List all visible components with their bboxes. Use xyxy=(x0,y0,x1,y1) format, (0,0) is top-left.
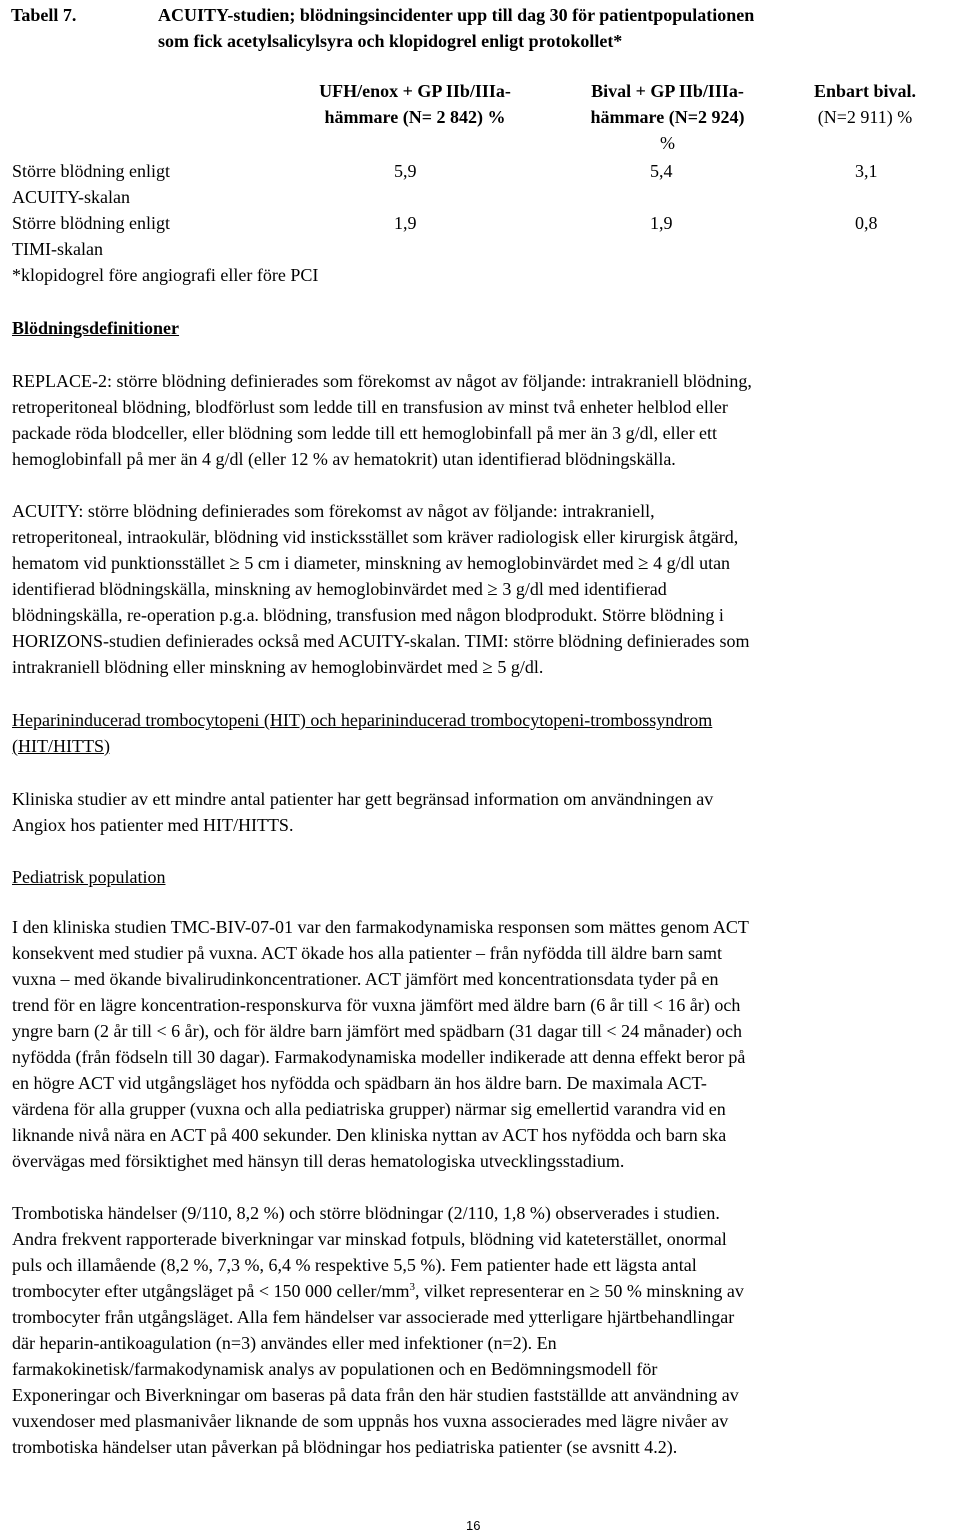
text-fragment: trombocyter efter utgångsläget på < 150 000 celler/mm xyxy=(12,1281,410,1301)
row-label-line1: Större blödning enligt xyxy=(12,213,170,233)
col3-header-line1: Enbart bival. xyxy=(813,81,917,101)
paragraph-line: trombocyter från utgångsläget. Alla fem händelser var associerade med ytterligare hjärtbehandlingar xyxy=(12,1307,735,1327)
paragraph-line: Exponeringar och Biverkningar om baseras på data från den här studien fastställde att användning av xyxy=(12,1385,739,1405)
paragraph-line: vuxna – med ökande bivalirudinkoncentrationer. ACT jämfört med koncentrationsdata tyder på en xyxy=(12,969,719,989)
col2-header-line2: hämmare (N=2 924) xyxy=(590,107,745,127)
col1-header-line2: hämmare (N= 2 842) % xyxy=(324,107,506,127)
col1-header-line1: UFH/enox + GP IIb/IIIa- xyxy=(319,81,511,101)
paragraph-line: liknande nivå nära en ACT på 400 sekunder. Den kliniska nyttan av ACT hos nyfödda och barn ska xyxy=(12,1125,727,1145)
paragraph-line: puls och illamående (8,2 %, 7,3 %, 6,4 % respektive 5,5 %). Fem patienter hade ett lägsta antal xyxy=(12,1255,697,1275)
paragraph-line: ACUITY: större blödning definierades som förekomst av något av följande: intrakraniell, xyxy=(12,501,655,521)
paragraph-line: Kliniska studier av ett mindre antal patienter har gett begränsad information om användningen av xyxy=(12,789,714,809)
paragraph-line: vuxendoser med plasmanivåer liknande de som uppnås hos vuxna associerades med lägre nivåer av xyxy=(12,1411,729,1431)
greater-equal-symbol: ≥ xyxy=(638,553,649,574)
paragraph-line: trend för en lägre koncentration-responskurva för vuxna jämfört med äldre barn (6 år till < 16 år) och xyxy=(12,995,741,1015)
paragraph-line: nyfödda (från födseln till 30 dagar). Farmakodynamiska modeller indikerade att denna effekt beror på xyxy=(12,1047,746,1067)
superscript: 3 xyxy=(409,1281,416,1293)
table-caption-line1: ACUITY-studien; blödningsincidenter upp till dag 30 för patientpopulationen xyxy=(158,5,755,25)
paragraph-line: trombotiska händelser utan påverkan på blödningar hos pediatriska patienter (se avsnitt 4.2). xyxy=(12,1437,678,1457)
table-footnote: *klopidogrel före angiografi eller före PCI xyxy=(12,265,319,285)
hit-heading-line2: (HIT/HITTS) xyxy=(12,736,110,756)
col3-header-line2: (N=2 911) % xyxy=(817,107,913,127)
hit-heading-line1: Heparininducerad trombocytopeni (HIT) och heparininducerad trombocytopeni-trombossyndrom xyxy=(12,710,713,730)
text-fragment: intrakraniell blödning eller minskning av hemoglobinvärdet med xyxy=(12,657,478,677)
pediatric-heading: Pediatrisk population xyxy=(12,867,166,887)
row-value-col1: 5,9 xyxy=(394,161,417,181)
row-value-col3: 0,8 xyxy=(855,213,878,233)
paragraph-line: retroperitoneal blödning, blodförlust som ledde till en transfusion av minst två enheter helblod eller xyxy=(12,397,728,417)
paragraph-line: värdena för alla grupper (vuxna och alla pediatriska grupper) närmar sig emellertid varandra vid en xyxy=(12,1099,726,1119)
text-fragment: identifierad blödningskälla, minskning av hemoglobinvärdet med xyxy=(12,579,483,599)
paragraph-line: REPLACE-2: större blödning definierades som förekomst av något av följande: intrakraniell blödning, xyxy=(12,371,752,391)
col2-header-line1: Bival + GP IIb/IIIa- xyxy=(591,81,744,101)
paragraph-line: konsekvent med studier på vuxna. ACT ökade hos alla patienter – från nyfödda till äldre barn samt xyxy=(12,943,722,963)
definitions-heading: Blödningsdefinitioner xyxy=(12,318,180,338)
paragraph-line: Andra frekvent rapporterade biverkningar var minskad fotpuls, blödning vid kateterstället, onormal xyxy=(12,1229,727,1249)
text-fragment: 5 g/dl. xyxy=(497,657,544,677)
paragraph-line xyxy=(12,654,543,681)
table-caption-line2: som fick acetylsalicylsyra och klopidogrel enligt protokollet* xyxy=(158,31,623,51)
text-fragment: 5 cm i diameter, minskning av hemoglobinvärdet med xyxy=(244,553,634,573)
paragraph-line: Angiox hos patienter med HIT/HITTS. xyxy=(12,815,294,835)
paragraph-line: I den kliniska studien TMC-BIV-07-01 var den farmakodynamiska responsen som mättes genom ACT xyxy=(12,917,749,937)
greater-equal-symbol: ≥ xyxy=(487,579,498,600)
paragraph-line: där heparin-antikoagulation (n=3) användes eller med infektioner (n=2). En xyxy=(12,1333,557,1353)
paragraph-line xyxy=(12,1278,744,1305)
paragraph-line: packade röda blodceller, eller blödning som ledde till ett hemoglobinfall på mer än 3 g/dl, eller ett xyxy=(12,423,718,443)
row-value-col2: 5,4 xyxy=(650,161,673,181)
row-value-col1: 1,9 xyxy=(394,213,417,233)
row-value-col2: 1,9 xyxy=(650,213,673,233)
text-fragment: 4 g/dl utan xyxy=(653,553,731,573)
paragraph-line: övervägas med försiktighet med hänsyn till deras hematologiska utvecklingsstadium. xyxy=(12,1151,625,1171)
paragraph-line xyxy=(12,576,667,603)
row-label-line2: ACUITY-skalan xyxy=(12,187,130,207)
col2-header-line3: % xyxy=(660,133,675,153)
text-fragment: 3 g/dl med identifierad xyxy=(502,579,667,599)
row-label-line2: TIMI-skalan xyxy=(12,239,103,259)
text-fragment: , vilket representerar en xyxy=(415,1281,585,1301)
text-fragment: hematom vid punktionsstället xyxy=(12,553,225,573)
text-fragment: 50 % minskning av xyxy=(604,1281,744,1301)
page-number: 16 xyxy=(466,1518,481,1533)
paragraph-line: en högre ACT vid utgångsläget hos nyfödda och spädbarn än hos äldre barn. De maximala ACT- xyxy=(12,1073,707,1093)
greater-equal-symbol: ≥ xyxy=(589,1281,600,1302)
table-label: Tabell 7. xyxy=(11,5,77,25)
paragraph-line: farmakokinetisk/farmakodynamisk analys av populationen och en Bedömningsmodell för xyxy=(12,1359,658,1379)
paragraph-line: HORIZONS-studien definierades också med ACUITY-skalan. TIMI: större blödning definierades som xyxy=(12,631,750,651)
greater-equal-symbol: ≥ xyxy=(229,553,240,574)
paragraph-line: hemoglobinfall på mer än 4 g/dl (eller 12 % av hematokrit) utan identifierad blödningskälla. xyxy=(12,449,676,469)
greater-equal-symbol: ≥ xyxy=(482,657,493,678)
paragraph-line: Trombotiska händelser (9/110, 8,2 %) och större blödningar (2/110, 1,8 %) observerades i studien. xyxy=(12,1203,720,1223)
paragraph-line: blödningskälla, re-operation p.g.a. blödning, transfusion med någon blodprodukt. Större blödning i xyxy=(12,605,724,625)
row-label-line1: Större blödning enligt xyxy=(12,161,170,181)
paragraph-line: yngre barn (2 år till < 6 år), och för äldre barn jämfört med spädbarn (31 dagar till < 24 månader) och xyxy=(12,1021,743,1041)
paragraph-line: retroperitoneal, intraokulär, blödning vid insticksstället som kräver radiologisk eller kirurgisk åtgärd, xyxy=(12,527,739,547)
paragraph-line xyxy=(12,550,730,577)
row-value-col3: 3,1 xyxy=(855,161,878,181)
